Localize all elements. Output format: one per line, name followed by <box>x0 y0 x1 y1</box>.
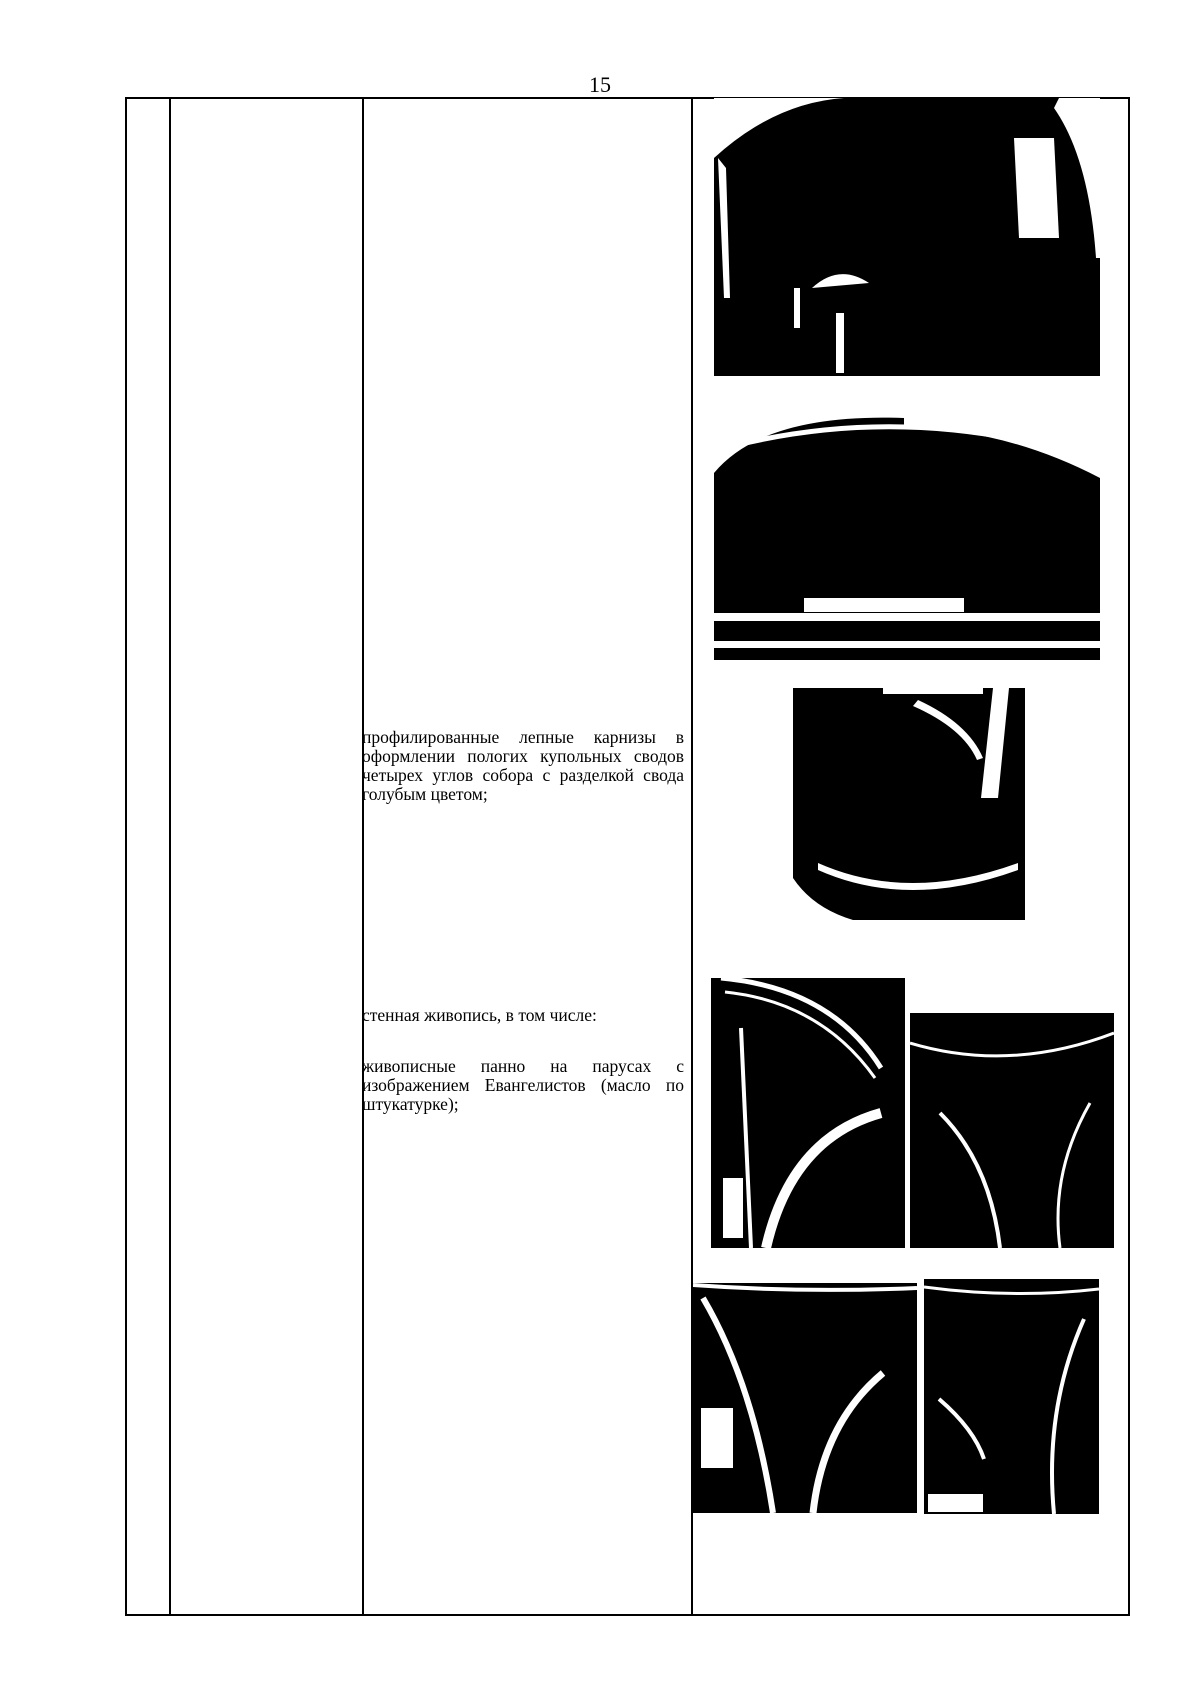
pendentive-photo <box>711 978 905 1248</box>
column-divider <box>362 99 364 1614</box>
column-divider <box>169 99 171 1614</box>
corner-vault-photo <box>793 688 1025 920</box>
pendentive-photo <box>693 1283 917 1513</box>
cornice-description: профилированные лепные карнизы в оформлении пологих купольных сводов четырех углов собора с разделкой свода голубым цветом; <box>362 727 684 804</box>
dome-vault-photo <box>714 98 1100 376</box>
cornice-arch-photo <box>714 403 1100 660</box>
pendentive-photo <box>924 1279 1099 1514</box>
painting-description: живописные панно на парусах с изображением Евангелистов (масло по штукатурке); <box>362 1056 684 1114</box>
page-number: 15 <box>589 72 611 97</box>
pendentive-photo <box>910 1013 1114 1248</box>
painting-heading: стенная живопись, в том числе: <box>362 1005 597 1025</box>
